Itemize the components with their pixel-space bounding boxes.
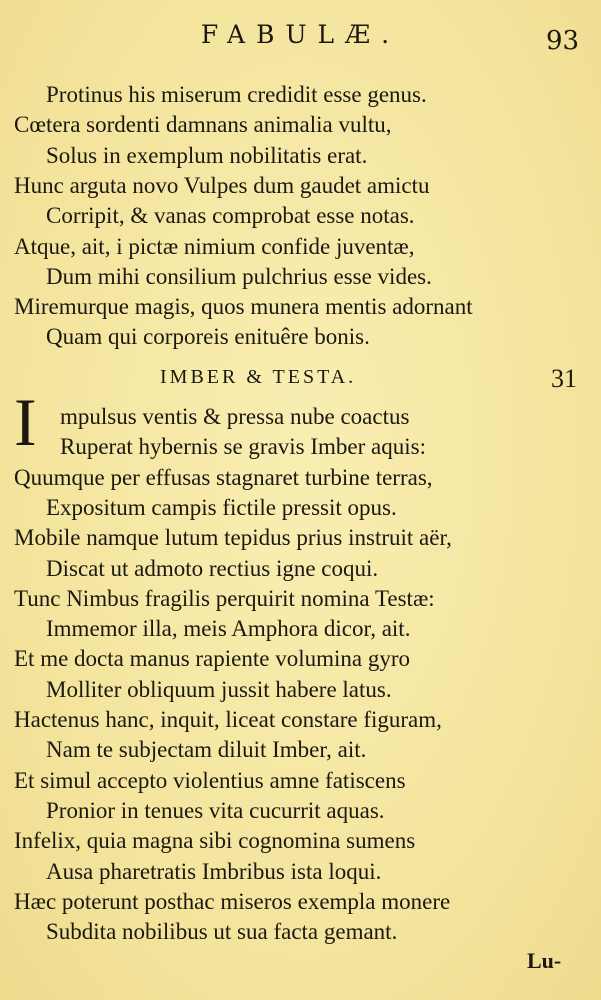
verse-line: Protinus his miserum credidit esse genus. — [46, 82, 427, 107]
verse-line: Mobile namque lutum tepidus prius instruit aër, — [14, 525, 452, 551]
verse-line: Pronior in tenues vita cucurrit aquas. — [46, 797, 385, 823]
verse-line: mpulsus ventis & pressa nube coactus — [60, 404, 410, 429]
verse-line: Et simul accepto violentius amne fatiscens — [14, 767, 406, 793]
verse-line: Et me docta manus rapiente volumina gyro — [14, 646, 410, 672]
verse-line: Solus in exemplum nobilitatis erat. — [46, 142, 368, 168]
verse-line: Infelix, quia magna sibi cognomina sumens — [14, 828, 416, 854]
verse-line: Corripit, & vanas comprobat esse notas. — [46, 203, 415, 229]
catchword: Lu- — [527, 948, 562, 973]
running-title: FABULÆ. — [200, 20, 401, 49]
verse-line: Ruperat hybernis se gravis Imber aquis: — [60, 434, 426, 460]
verse-line: Immemor illa, meis Amphora dicor, ait. — [46, 616, 411, 642]
drop-cap: I — [14, 384, 37, 460]
verse-line: Subdita nobilibus ut sua facta gemant. — [46, 919, 398, 945]
verse-line: Hæc poterunt posthac miseros exempla monere — [14, 888, 451, 914]
verse-line: Quam qui corporeis enituêre bonis. — [46, 324, 370, 350]
verse-line: Discat ut admoto rectius igne coqui. — [46, 555, 379, 581]
verse-line: Tunc Nimbus fragilis perquirit nomina Testæ: — [14, 585, 435, 611]
verse-line: Atque, ait, i pictæ nimium confide juventæ, — [14, 233, 415, 259]
page-number: 93 — [546, 26, 580, 56]
verse-line: Hactenus hanc, inquit, liceat constare figuram, — [14, 707, 442, 732]
verse-line: Molliter obliquum jussit habere latus. — [46, 676, 392, 702]
verse-line: Miremurque magis, quos munera mentis adornant — [14, 294, 473, 320]
verse-line: Nam te subjectam diluit Imber, ait. — [46, 737, 367, 763]
verse-line: Ausa pharetratis Imbribus ista loqui. — [46, 858, 382, 884]
fable-number: 31 — [551, 364, 577, 393]
verse-line: Dum mihi consilium pulchrius esse vides. — [46, 263, 432, 289]
verse-line: Cœtera sordenti damnans animalia vultu, — [14, 112, 392, 138]
verse-line: Hunc arguta novo Vulpes dum gaudet amictu — [14, 172, 430, 198]
fable-title: IMBER & TESTA. — [160, 366, 357, 388]
verse-line: Expositum campis fictile pressit opus. — [46, 494, 397, 520]
verse-line: Quumque per effusas stagnaret turbine terras, — [14, 464, 433, 490]
